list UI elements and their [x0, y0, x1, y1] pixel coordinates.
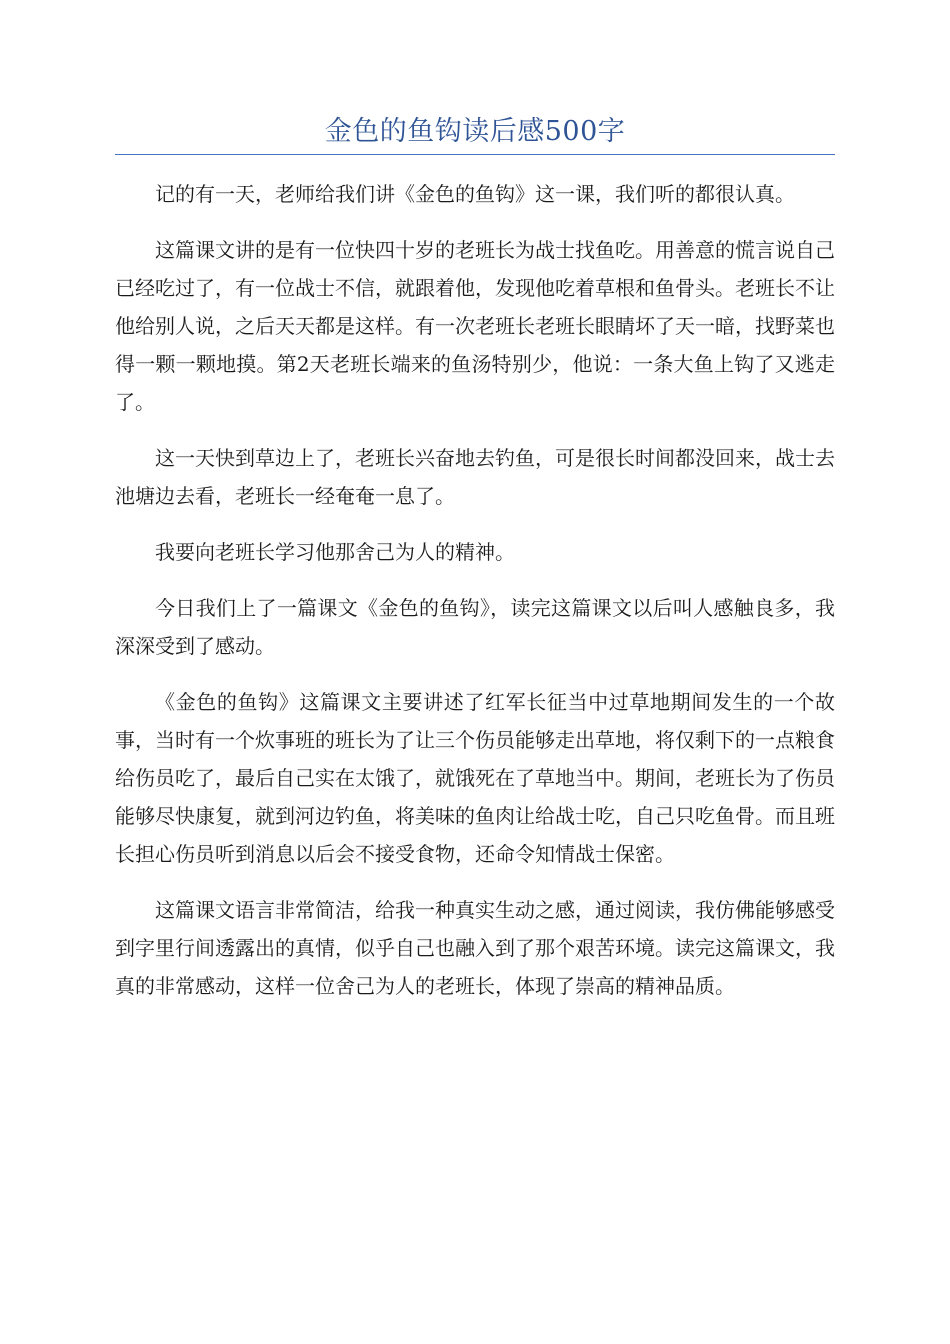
document-title: 金色的鱼钩读后感500字: [324, 116, 626, 147]
paragraph: 记的有一天，老师给我们讲《金色的鱼钩》这一课，我们听的都很认真。: [155, 182, 795, 206]
paragraph: 这篇课文语言非常简洁，给我一种真实生动之感，通过阅读，我仿佛能够感受到字里行间透露出的真情，似乎自己也融入到了那个艰苦环境。读完这篇课文，我真的非常感动，这样一位舍己为人的老班长，体现了崇高的精神品质。: [115, 898, 835, 998]
paragraph: 《金色的鱼钩》这篇课文主要讲述了红军长征当中过草地期间发生的一个故事，当时有一个炊事班的班长为了让三个伤员能够走出草地，将仅剩下的一点粮食给伤员吃了，最后自己实在太饿了，就饿死在了草地当中。期间，老班长为了伤员能够尽快康复，就到河边钓鱼，将美味的鱼肉让给战士吃，自己只吃鱼骨。而且班长担心伤员听到消息以后会不接受食物，还命令知情战士保密。: [115, 690, 835, 866]
document-body: [115, 175, 835, 1023]
paragraph: 我要向老班长学习他那舍己为人的精神。: [155, 540, 515, 564]
title-underline: [115, 154, 835, 155]
paragraph: 今日我们上了一篇课文《金色的鱼钩》，读完这篇课文以后叫人感触良多，我深深受到了感动。: [115, 596, 835, 658]
paragraph: 这篇课文讲的是有一位快四十岁的老班长为战士找鱼吃。用善意的慌言说自己已经吃过了，有一位战士不信，就跟着他，发现他吃着草根和鱼骨头。老班长不让他给别人说，之后天天都是这样。有一次老班长老班长眼睛坏了天一暗，找野菜也得一颗一颗地摸。第2天老班长端来的鱼汤特别少，他说：一条大鱼上钩了又逃走了。: [115, 238, 835, 414]
paragraph: 这一天快到草边上了，老班长兴奋地去钓鱼，可是很长时间都没回来，战士去池塘边去看，老班长一经奄奄一息了。: [115, 446, 835, 508]
